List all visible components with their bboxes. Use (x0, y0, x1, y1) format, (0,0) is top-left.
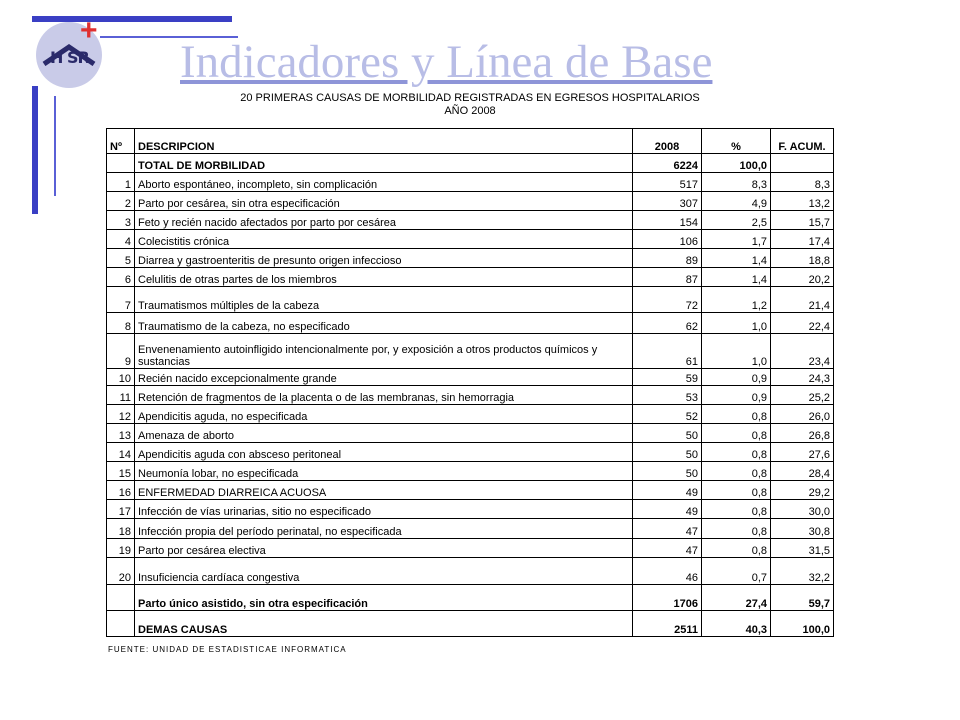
cell-desc: DEMAS CAUSAS (135, 611, 633, 637)
total-pct: 100,0 (702, 154, 771, 173)
cell-desc: ENFERMEDAD DIARREICA ACUOSA (135, 481, 633, 500)
logo-letters: H SR (50, 48, 89, 67)
table-row (107, 558, 834, 585)
cell-v2008: 89 (633, 249, 702, 268)
demas-causas-row (107, 611, 834, 637)
cell-acum: 30,8 (771, 519, 834, 539)
cell-desc: Traumatismo de la cabeza, no especificado (135, 313, 633, 334)
page-title: Indicadores y Línea de Base (180, 36, 713, 88)
cell-pct: 0,9 (702, 386, 771, 405)
cell-pct: 0,8 (702, 462, 771, 481)
cell-desc: Celulitis de otras partes de los miembros (135, 268, 633, 287)
table-row (107, 405, 834, 424)
cell-pct: 1,0 (702, 334, 771, 369)
cell-desc: Insuficiencia cardíaca congestiva (135, 558, 633, 585)
cell-n: 17 (107, 500, 135, 519)
cell-pct: 2,5 (702, 211, 771, 230)
cell-acum: 27,6 (771, 443, 834, 462)
cell-acum: 26,8 (771, 424, 834, 443)
accent-bar-left (32, 86, 38, 214)
cell-n (107, 585, 135, 611)
cell-pct: 40,3 (702, 611, 771, 637)
table-row (107, 268, 834, 287)
cell-desc: Traumatismos múltiples de la cabeza (135, 287, 633, 313)
cell-n: 12 (107, 405, 135, 424)
cell-desc: Apendicitis aguda, no especificada (135, 405, 633, 424)
cell-desc: Neumonía lobar, no especificada (135, 462, 633, 481)
cell-desc: Diarrea y gastroenteritis de presunto origen infeccioso (135, 249, 633, 268)
cell-pct: 8,3 (702, 173, 771, 192)
cell-n: 2 (107, 192, 135, 211)
cell-n: 14 (107, 443, 135, 462)
col-header-pct: % (702, 129, 771, 154)
cell-n: 6 (107, 268, 135, 287)
cell-pct: 1,4 (702, 268, 771, 287)
cell-pct: 1,4 (702, 249, 771, 268)
cell-v2008: 72 (633, 287, 702, 313)
cell-n: 15 (107, 462, 135, 481)
cell-n: 8 (107, 313, 135, 334)
cell-pct: 1,7 (702, 230, 771, 249)
cell-desc: Apendicitis aguda con absceso peritoneal (135, 443, 633, 462)
cell-acum: 20,2 (771, 268, 834, 287)
total-desc: TOTAL DE MORBILIDAD (135, 154, 633, 173)
cell-n: 13 (107, 424, 135, 443)
cell-acum: 8,3 (771, 173, 834, 192)
cell-acum: 59,7 (771, 585, 834, 611)
source-note: FUENTE: UNIDAD DE ESTADISTICAE INFORMATICA (108, 645, 347, 654)
cell-acum: 30,0 (771, 500, 834, 519)
cell-acum: 29,2 (771, 481, 834, 500)
table-row (107, 173, 834, 192)
cell-v2008: 517 (633, 173, 702, 192)
cell-n: 5 (107, 249, 135, 268)
cell-pct: 4,9 (702, 192, 771, 211)
table-subtitle (210, 92, 730, 118)
cell-acum: 17,4 (771, 230, 834, 249)
col-header-desc: DESCRIPCION (135, 129, 633, 154)
cell-v2008: 47 (633, 519, 702, 539)
cell-v2008: 52 (633, 405, 702, 424)
cell-v2008: 49 (633, 500, 702, 519)
cell-acum: 25,2 (771, 386, 834, 405)
cell-n: 20 (107, 558, 135, 585)
cell-v2008: 50 (633, 462, 702, 481)
table-row (107, 519, 834, 539)
cell-acum: 18,8 (771, 249, 834, 268)
table-row (107, 334, 834, 369)
cell-acum: 28,4 (771, 462, 834, 481)
total-acum (771, 154, 834, 173)
table-row (107, 230, 834, 249)
table-row (107, 369, 834, 386)
parto-row (107, 585, 834, 611)
cell-acum: 15,7 (771, 211, 834, 230)
cell-acum: 100,0 (771, 611, 834, 637)
cell-pct: 1,0 (702, 313, 771, 334)
subtitle-line-2: AÑO 2008 (444, 105, 496, 117)
cell-n: 9 (107, 334, 135, 369)
total-n (107, 154, 135, 173)
cell-n: 16 (107, 481, 135, 500)
cell-n: 19 (107, 539, 135, 558)
morbidity-table (106, 128, 834, 637)
cell-desc: Feto y recién nacido afectados por parto por cesárea (135, 211, 633, 230)
cell-v2008: 46 (633, 558, 702, 585)
table-row (107, 481, 834, 500)
cell-n: 3 (107, 211, 135, 230)
cell-pct: 0,7 (702, 558, 771, 585)
total-row (107, 154, 834, 173)
table-row (107, 539, 834, 558)
cell-acum: 23,4 (771, 334, 834, 369)
col-header-n: Nº (107, 129, 135, 154)
cell-desc: Retención de fragmentos de la placenta o de las membranas, sin hemorragia (135, 386, 633, 405)
cell-acum: 32,2 (771, 558, 834, 585)
cell-n: 1 (107, 173, 135, 192)
cell-n: 7 (107, 287, 135, 313)
cell-v2008: 47 (633, 539, 702, 558)
cell-pct: 27,4 (702, 585, 771, 611)
cell-pct: 0,9 (702, 369, 771, 386)
cell-desc: Parto por cesárea electiva (135, 539, 633, 558)
cell-v2008: 61 (633, 334, 702, 369)
cell-v2008: 50 (633, 443, 702, 462)
cell-n: 18 (107, 519, 135, 539)
table-row (107, 211, 834, 230)
cell-n (107, 611, 135, 637)
cell-pct: 0,8 (702, 481, 771, 500)
cell-v2008: 2511 (633, 611, 702, 637)
cell-acum: 31,5 (771, 539, 834, 558)
cell-acum: 13,2 (771, 192, 834, 211)
cell-acum: 22,4 (771, 313, 834, 334)
cell-acum: 24,3 (771, 369, 834, 386)
cell-acum: 21,4 (771, 287, 834, 313)
red-cross-icon: + (80, 14, 98, 47)
cell-v2008: 50 (633, 424, 702, 443)
cell-pct: 0,8 (702, 539, 771, 558)
hospital-logo (36, 14, 102, 96)
cell-n: 4 (107, 230, 135, 249)
table-row (107, 192, 834, 211)
cell-v2008: 53 (633, 386, 702, 405)
cell-pct: 0,8 (702, 443, 771, 462)
table-row (107, 386, 834, 405)
cell-pct: 0,8 (702, 519, 771, 539)
table-row (107, 424, 834, 443)
col-header-acum: F. ACUM. (771, 129, 834, 154)
cell-desc: Recién nacido excepcionalmente grande (135, 369, 633, 386)
table-row (107, 462, 834, 481)
cell-desc: Infección de vías urinarias, sitio no especificado (135, 500, 633, 519)
cell-pct: 0,8 (702, 424, 771, 443)
cell-v2008: 1706 (633, 585, 702, 611)
cell-v2008: 154 (633, 211, 702, 230)
table-header-row (107, 129, 834, 154)
table-row (107, 443, 834, 462)
cell-v2008: 106 (633, 230, 702, 249)
table-row (107, 500, 834, 519)
cell-pct: 1,2 (702, 287, 771, 313)
total-2008: 6224 (633, 154, 702, 173)
cell-desc: Aborto espontáneo, incompleto, sin complicación (135, 173, 633, 192)
table-row (107, 313, 834, 334)
cell-desc: Parto por cesárea, sin otra especificación (135, 192, 633, 211)
cell-desc: Envenenamiento autoinfligido intencionalmente por, y exposición a otros productos químicos y sustancias (135, 334, 633, 369)
cell-v2008: 87 (633, 268, 702, 287)
col-header-2008: 2008 (633, 129, 702, 154)
cell-desc: Parto único asistido, sin otra especificación (135, 585, 633, 611)
cell-desc: Infección propia del período perinatal, no especificada (135, 519, 633, 539)
table-row (107, 287, 834, 313)
cell-v2008: 307 (633, 192, 702, 211)
accent-line-left (54, 96, 56, 196)
subtitle-line-1: 20 PRIMERAS CAUSAS DE MORBILIDAD REGISTRADAS EN EGRESOS HOSPITALARIOS (240, 92, 700, 104)
cell-n: 10 (107, 369, 135, 386)
cell-desc: Amenaza de aborto (135, 424, 633, 443)
cell-v2008: 49 (633, 481, 702, 500)
cell-pct: 0,8 (702, 405, 771, 424)
cell-n: 11 (107, 386, 135, 405)
cell-acum: 26,0 (771, 405, 834, 424)
table-row (107, 249, 834, 268)
cell-v2008: 59 (633, 369, 702, 386)
cell-pct: 0,8 (702, 500, 771, 519)
cell-v2008: 62 (633, 313, 702, 334)
cell-desc: Colecistitis crónica (135, 230, 633, 249)
